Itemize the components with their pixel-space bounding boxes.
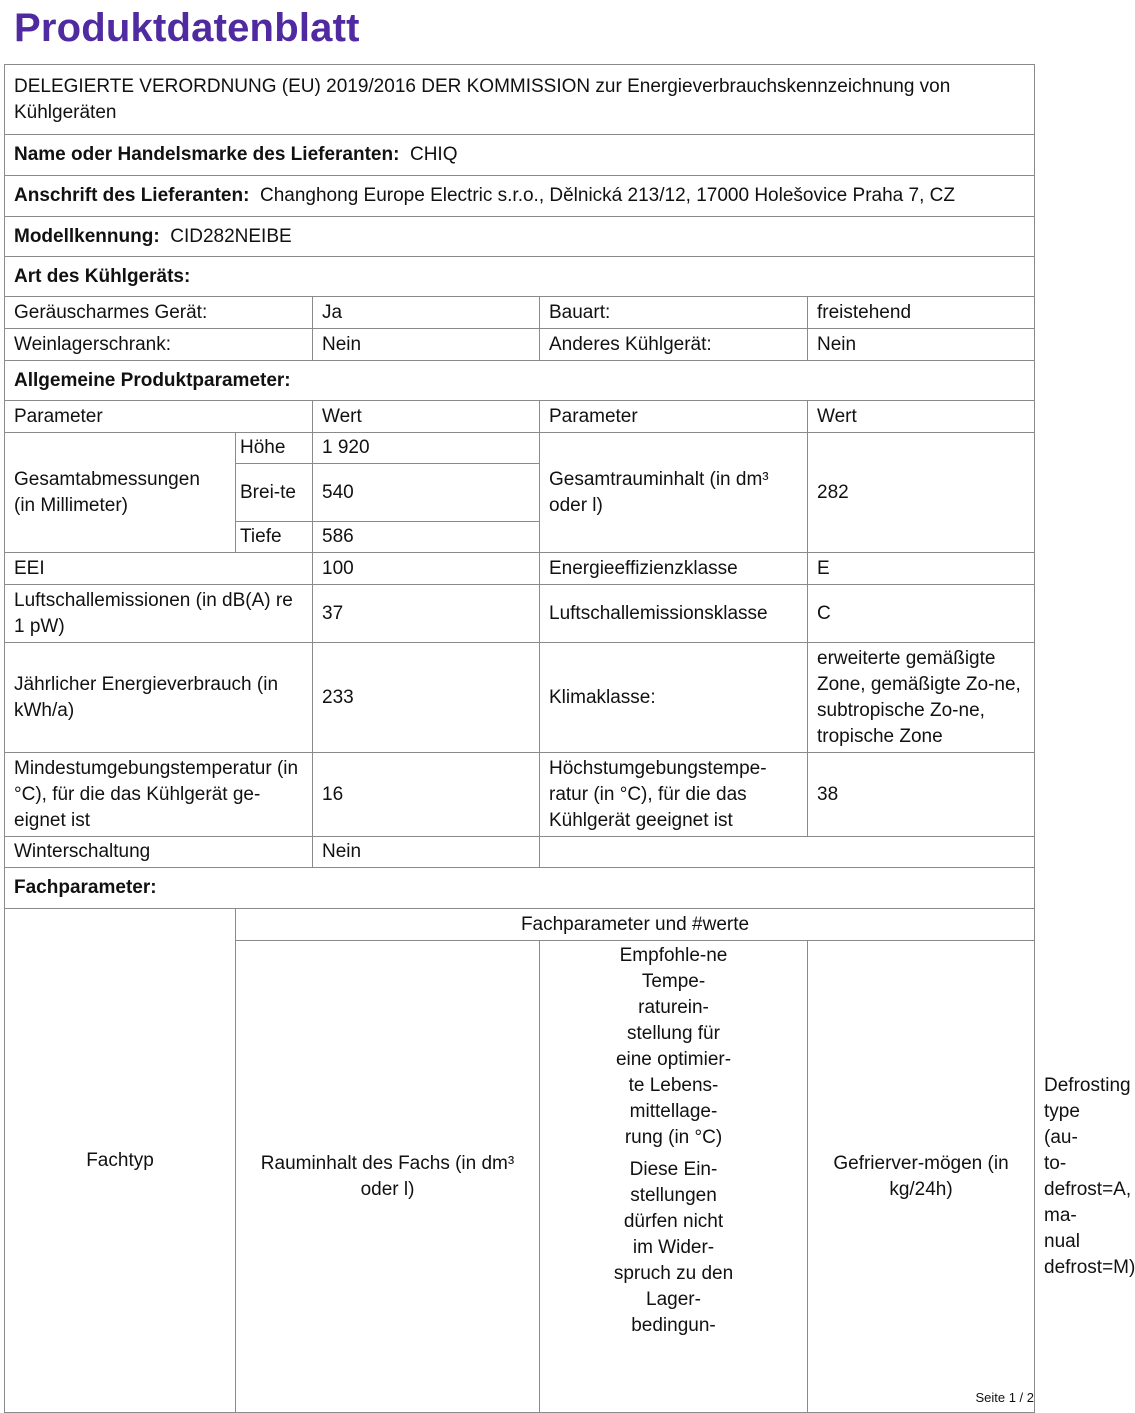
eei-label: EEI xyxy=(5,553,313,585)
energy-label: Jährlicher Energieverbrauch (in kWh/a) xyxy=(5,643,313,753)
col-param-right: Parameter xyxy=(540,401,808,433)
low-noise-label: Geräuscharmes Gerät: xyxy=(5,297,313,329)
wine-label: Weinlagerschrank: xyxy=(5,329,313,361)
regulation-text: DELEGIERTE VERORDNUNG (EU) 2019/2016 DER KOMMISSION zur Energieverbrauchskennzeichnung von Kühlgeräten xyxy=(5,65,1035,135)
general-heading: Allgemeine Produktparameter: xyxy=(5,361,1035,401)
address-row xyxy=(5,176,1035,217)
other-label: Anderes Kühlgerät: xyxy=(540,329,808,361)
climate-value: erweiterte gemäßigte Zone, gemäßigte Zo-ne, subtropische Zo-ne, tropische Zone xyxy=(808,643,1035,753)
compartment-heading: Fachparameter: xyxy=(5,868,1035,909)
model-label: Modellkennung: xyxy=(14,225,160,247)
low-noise-value: Ja xyxy=(313,297,540,329)
wine-value: Nein xyxy=(313,329,540,361)
eei-value: 100 xyxy=(313,553,540,585)
other-value: Nein xyxy=(808,329,1035,361)
dims-label: Gesamtabmessungen (in Millimeter) xyxy=(5,433,236,553)
address-label: Anschrift des Lieferanten: xyxy=(14,185,250,206)
design-label: Bauart: xyxy=(540,297,808,329)
winter-label: Winterschaltung xyxy=(5,837,313,868)
width-value: 540 xyxy=(313,464,540,522)
type-heading: Art des Kühlgeräts: xyxy=(5,257,1035,297)
height-label: Höhe xyxy=(236,433,313,464)
depth-label: Tiefe xyxy=(236,522,313,553)
col-value-left: Wert xyxy=(313,401,540,433)
col-recommended-temp xyxy=(540,941,808,1413)
winter-value: Nein xyxy=(313,837,540,868)
model-value: CID282NEIBE xyxy=(170,225,292,247)
volume-label: Gesamtrauminhalt (in dm³ oder l) xyxy=(540,433,808,553)
climate-label: Klimaklasse: xyxy=(540,643,808,753)
class-label: Energieeffizienzklasse xyxy=(540,553,808,585)
col-freezing-capacity: Gefrierver-mögen (in kg/24h) xyxy=(808,941,1035,1413)
address-value: Changhong Europe Electric s.r.o., Dělnická 213/12, 17000 Holešovice Praha 7, CZ xyxy=(260,185,955,206)
col-fachtyp: Fachtyp xyxy=(5,909,236,1413)
depth-value: 586 xyxy=(313,522,540,553)
col-param-left: Parameter xyxy=(5,401,313,433)
winter-empty xyxy=(540,837,1035,868)
volume-value: 282 xyxy=(808,433,1035,553)
page-title: Produktdatenblatt xyxy=(14,6,360,50)
model-row xyxy=(5,217,1035,257)
min-temp-label: Mindestumgebungstemperatur (in °C), für die das Kühlgerät ge-eignet ist xyxy=(5,753,313,837)
supplier-value: CHIQ xyxy=(409,144,458,165)
noise-class-value: C xyxy=(808,585,1035,643)
supplier-row xyxy=(5,135,1035,176)
recommended-temp-note: Diese Ein-stellungen dürfen nicht im Wider-spruch zu den Lager-bedingun- xyxy=(613,1159,734,1336)
product-data-table: DELEGIERTE VERORDNUNG (EU) 2019/2016 DER KOMMISSION zur Energieverbrauchskennzeichnung von Kühlgeräten Name oder Handelsmarke des Lieferanten: CHIQ Anschrift des Lieferanten: Changhong Europe Electric s.r.o., Dělnická 213/12, 17000 Holešovice Praha 7, CZ Modellkennung: CID282NEIBE Art des Kühlgeräts: Geräuscharmes Gerät: Ja Bauart: freistehend Weinlagerschrank: Nein Anderes Kühlgerät: Nein Allgemeine Produktparameter: Parameter Wert Parameter Wert Gesamtabmessungen (in Millimeter) Höhe 1 920 Gesamtrauminhalt (in dm³ oder l) 282 Brei-te 540 Tiefe 586 EEI 100 Energieeffizienzklasse E Luftschallemissionen (in dB(A) re 1 pW) 37 Luftschallemissionsklasse C Jährlicher Energieverbrauch (in kWh/a) 233 Klimaklasse: erweiterte gemäßigte Zone, gemäßigte Zo-ne, subtropische Zo-ne, tropische Zone Mindestumgebungstemperatur (in °C), für die das Kühlgerät ge-eignet ist 16 Höchstumgebungstempe-ratur (in °C), für die das Kühlgerät geeignet ist 38 Winterschaltung Nein Fachparameter: Fachtyp Fachparameter und #werte Rauminhalt des Fachs (in dm³ oder l) Empfohle-ne Tempe-raturein-stellung für eine optimier-te Lebens-mittellage-rung (in °C) Diese Ein-stellungen dürfen nicht im Wider-spruch zu den Lager-bedingun- Gefrierver-mögen (in kg/24h) Defrosting type (au-to-defrost=A, ma-nual defrost=M) xyxy=(4,64,1035,1413)
supplier-label: Name oder Handelsmarke des Lieferanten: xyxy=(14,144,400,165)
min-temp-value: 16 xyxy=(313,753,540,837)
energy-value: 233 xyxy=(313,643,540,753)
noise-label: Luftschallemissionen (in dB(A) re 1 pW) xyxy=(5,585,313,643)
page-number: Seite 1 / 2 xyxy=(975,1390,1034,1405)
recommended-temp-text: Empfohle-ne Tempe-raturein-stellung für eine optimier-te Lebens-mittellage-rung (in °C) xyxy=(615,945,732,1148)
col-compartment-volume: Rauminhalt des Fachs (in dm³ oder l) xyxy=(236,941,540,1413)
compartment-group-header: Fachparameter und #werte xyxy=(236,909,1035,941)
col-value-right: Wert xyxy=(808,401,1035,433)
noise-class-label: Luftschallemissionsklasse xyxy=(540,585,808,643)
height-value: 1 920 xyxy=(313,433,540,464)
max-temp-label: Höchstumgebungstempe-ratur (in °C), für die das Kühlgerät geeignet ist xyxy=(540,753,808,837)
class-value: E xyxy=(808,553,1035,585)
width-label: Brei-te xyxy=(236,464,313,522)
noise-value: 37 xyxy=(313,585,540,643)
design-value: freistehend xyxy=(808,297,1035,329)
max-temp-value: 38 xyxy=(808,753,1035,837)
